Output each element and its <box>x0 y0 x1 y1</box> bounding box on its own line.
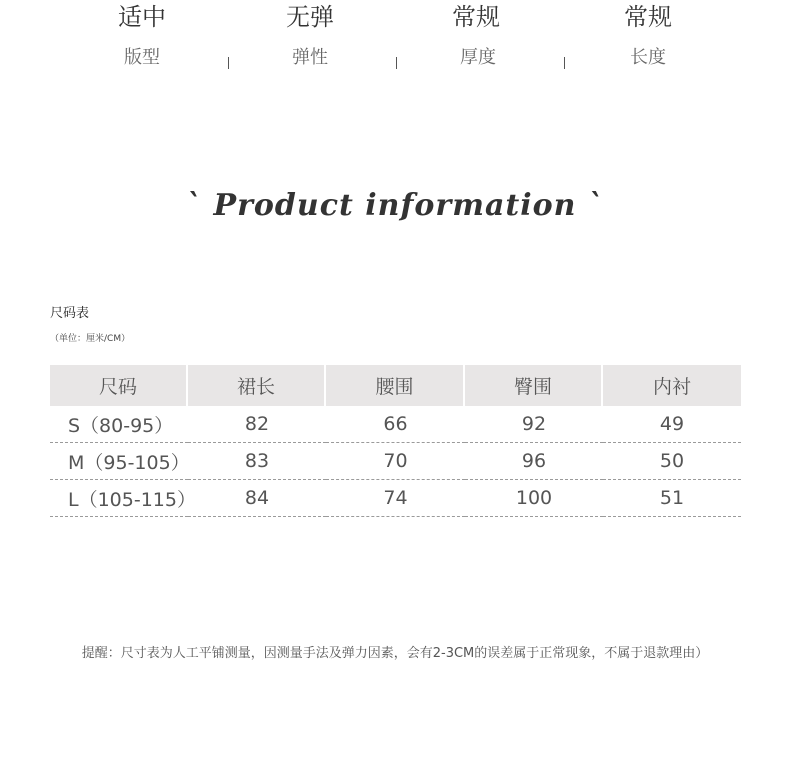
section-heading: ` Product information ` <box>186 188 604 223</box>
size-chart-unit: （单位：厘米/CM） <box>50 334 131 344</box>
table-row <box>50 480 741 517</box>
cell-waist: 70 <box>326 443 465 480</box>
header-hip: 臀围 <box>465 365 603 406</box>
attribute-divider <box>396 57 397 69</box>
size-chart-title: 尺码表 <box>50 306 90 321</box>
header-lining: 内衬 <box>603 365 741 406</box>
cell-skirt-length: 82 <box>188 406 326 443</box>
cell-skirt-length: 84 <box>188 480 326 517</box>
attribute-label-thickness: 厚度 <box>460 47 496 68</box>
cell-lining: 49 <box>603 406 741 443</box>
cell-lining: 50 <box>603 443 741 480</box>
cell-waist: 74 <box>326 480 465 517</box>
cell-size: S（80-95） <box>50 406 188 443</box>
attribute-label-fit: 版型 <box>124 47 160 68</box>
attribute-value-fit: 适中 <box>118 3 166 31</box>
cell-waist: 66 <box>326 406 465 443</box>
attribute-value-elasticity: 无弹 <box>286 3 334 31</box>
header-size: 尺码 <box>50 365 188 406</box>
table-row <box>50 406 741 443</box>
table-header-row <box>50 365 741 406</box>
header-waist: 腰围 <box>326 365 465 406</box>
cell-size: L（105-115） <box>50 480 188 517</box>
size-table <box>50 365 741 517</box>
cell-size: M（95-105） <box>50 443 188 480</box>
attribute-value-length: 常规 <box>624 3 672 31</box>
cell-hip: 100 <box>465 480 603 517</box>
attribute-label-elasticity: 弹性 <box>292 47 328 68</box>
attribute-divider <box>228 57 229 69</box>
cell-skirt-length: 83 <box>188 443 326 480</box>
cell-hip: 92 <box>465 406 603 443</box>
header-skirt-length: 裙长 <box>188 365 326 406</box>
table-row <box>50 443 741 480</box>
cell-lining: 51 <box>603 480 741 517</box>
measurement-note: 提醒：尺寸表为人工平铺测量，因测量手法及弹力因素，会有2-3CM的误差属于正常现象，不属于退款理由） <box>81 646 709 661</box>
attribute-value-thickness: 常规 <box>452 3 500 31</box>
cell-hip: 96 <box>465 443 603 480</box>
attribute-label-length: 长度 <box>630 47 666 68</box>
attribute-divider <box>564 57 565 69</box>
